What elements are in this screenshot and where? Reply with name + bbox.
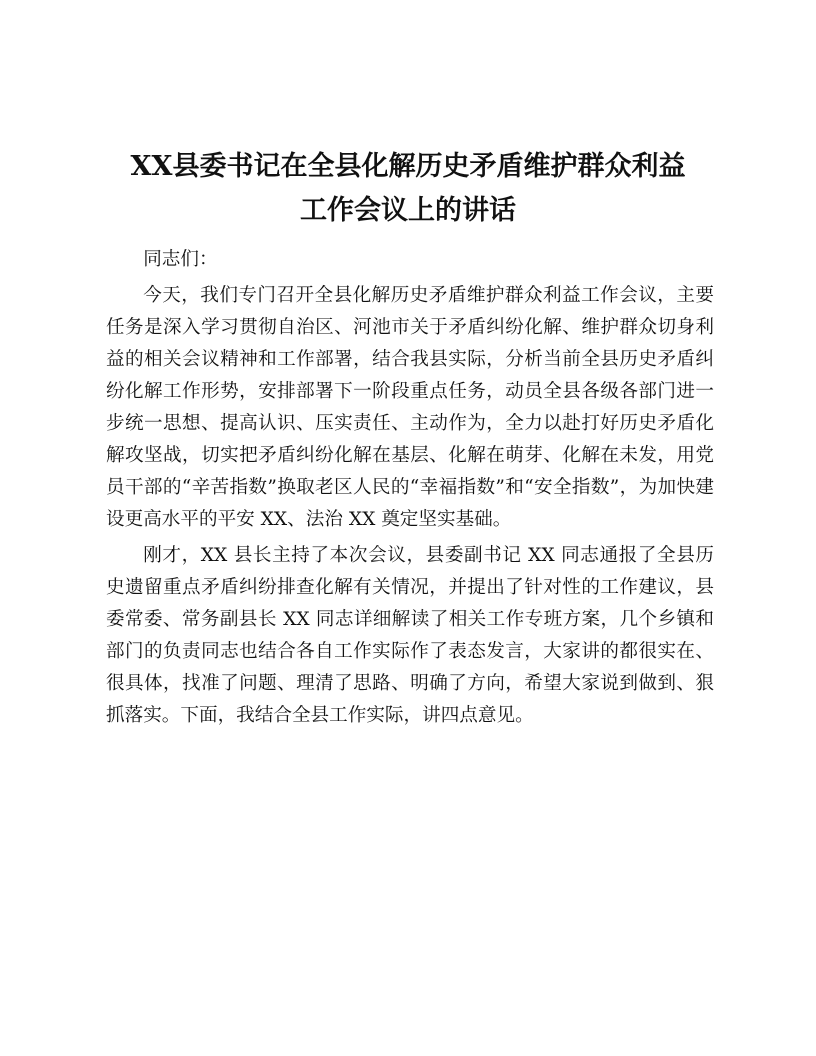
paragraph: 今天，我们专门召开全县化解历史矛盾维护群众利益工作会议，主要任务是深入学习贯彻自治区、河池市关于矛盾纠纷化解、维护群众切身利益的相关会议精神和工作部署，结合我县实际，分析当前全县历史矛盾纠纷化解工作形势，安排部署下一阶段重点任务，动员全县各级各部门进一步统一思想、提高认识、压实责任、主动作为，全力以赴打好历史矛盾化解攻坚战，切实把矛盾纠纷化解在基层、化解在萌芽、化解在未发，用党员干部的“辛苦指数”换取老区人民的“幸福指数”和“安全指数”，为加快建设更高水平的平安 XX、法治 XX 奠定坚实基础。 <box>106 285 714 530</box>
document-title-line-1: XX县委书记在全县化解历史矛盾维护群众利益 <box>130 151 686 182</box>
salutation: 同志们： <box>143 249 218 270</box>
paragraph: 刚才，XX 县长主持了本次会议，县委副书记 XX 同志通报了全县历史遗留重点矛盾纠纷排查化解有关情况，并提出了针对性的工作建议，县委常委、常务副县长 XX 同志详细解读了相关工作专班方案，几个乡镇和部门的负责同志也结合各自工作实际作了表态发言，大家讲的都很实在、很具体，找准了问题、理清了思路、明确了方向，希望大家说到做到、狠抓落实。下面，我结合全县工作实际，讲四点意见。 <box>106 545 714 726</box>
document-title-line-2: 工作会议上的讲话 <box>300 195 516 226</box>
document-body <box>106 244 714 732</box>
